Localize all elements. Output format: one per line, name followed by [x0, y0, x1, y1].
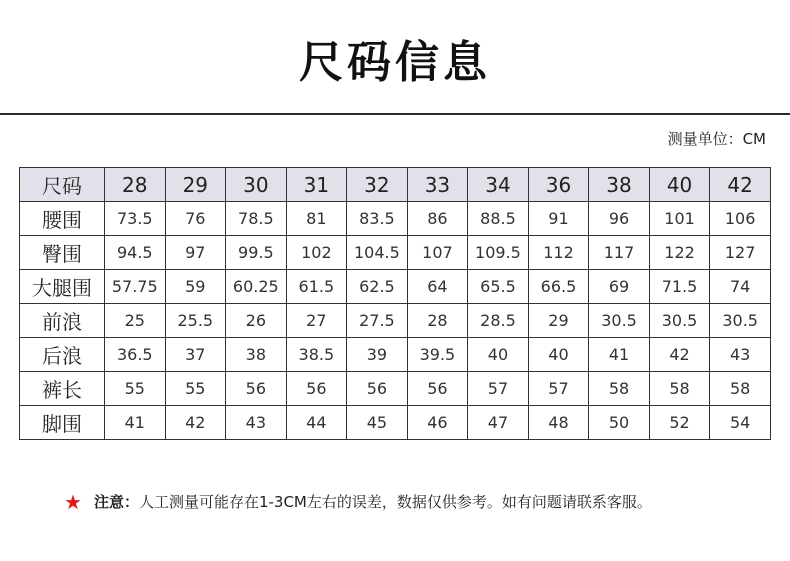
value-cell: 55	[165, 372, 226, 406]
value-cell: 62.5	[347, 270, 408, 304]
size-header-cell: 38	[589, 168, 650, 202]
value-cell: 38	[226, 338, 287, 372]
value-cell: 117	[589, 236, 650, 270]
value-cell: 41	[589, 338, 650, 372]
value-cell: 27.5	[347, 304, 408, 338]
value-cell: 54	[710, 406, 771, 440]
row-label-cell: 大腿围	[20, 270, 105, 304]
value-cell: 30.5	[649, 304, 710, 338]
value-cell: 52	[649, 406, 710, 440]
value-cell: 37	[165, 338, 226, 372]
value-cell: 97	[165, 236, 226, 270]
value-cell: 28	[407, 304, 468, 338]
size-header-cell: 34	[468, 168, 529, 202]
page-title: 尺码信息	[299, 37, 491, 88]
value-cell: 122	[649, 236, 710, 270]
row-label-cell: 前浪	[20, 304, 105, 338]
value-cell: 91	[528, 202, 589, 236]
size-header-cell: 33	[407, 168, 468, 202]
value-cell: 45	[347, 406, 408, 440]
value-cell: 102	[286, 236, 347, 270]
value-cell: 25	[105, 304, 166, 338]
row-label-cell: 脚围	[20, 406, 105, 440]
value-cell: 106	[710, 202, 771, 236]
note-text: 人工测量可能存在1-3CM左右的误差，数据仅供参考。如有问题请联系客服。	[138, 493, 652, 511]
value-cell: 99.5	[226, 236, 287, 270]
value-cell: 40	[528, 338, 589, 372]
value-cell: 86	[407, 202, 468, 236]
size-header-cell: 36	[528, 168, 589, 202]
header-label-cell: 尺码	[20, 168, 105, 202]
size-header-cell: 31	[286, 168, 347, 202]
table-row	[20, 202, 771, 236]
value-cell: 36.5	[105, 338, 166, 372]
title-divider	[0, 113, 790, 115]
value-cell: 94.5	[105, 236, 166, 270]
value-cell: 64	[407, 270, 468, 304]
size-header-cell: 30	[226, 168, 287, 202]
value-cell: 60.25	[226, 270, 287, 304]
value-cell: 38.5	[286, 338, 347, 372]
value-cell: 29	[528, 304, 589, 338]
note	[64, 490, 774, 514]
value-cell: 101	[649, 202, 710, 236]
value-cell: 42	[649, 338, 710, 372]
value-cell: 28.5	[468, 304, 529, 338]
size-table	[19, 167, 771, 440]
value-cell: 112	[528, 236, 589, 270]
table-row	[20, 406, 771, 440]
value-cell: 74	[710, 270, 771, 304]
value-cell: 25.5	[165, 304, 226, 338]
value-cell: 58	[649, 372, 710, 406]
value-cell: 61.5	[286, 270, 347, 304]
value-cell: 76	[165, 202, 226, 236]
value-cell: 88.5	[468, 202, 529, 236]
value-cell: 30.5	[710, 304, 771, 338]
value-cell: 46	[407, 406, 468, 440]
value-cell: 43	[710, 338, 771, 372]
row-label-cell: 裤长	[20, 372, 105, 406]
size-header-cell: 42	[710, 168, 771, 202]
value-cell: 56	[407, 372, 468, 406]
value-cell: 109.5	[468, 236, 529, 270]
value-cell: 58	[710, 372, 771, 406]
table-row	[20, 338, 771, 372]
table-row	[20, 270, 771, 304]
value-cell: 56	[347, 372, 408, 406]
unit-label: 测量单位：CM	[667, 130, 766, 148]
value-cell: 47	[468, 406, 529, 440]
value-cell: 78.5	[226, 202, 287, 236]
value-cell: 55	[105, 372, 166, 406]
row-label-cell: 臀围	[20, 236, 105, 270]
value-cell: 83.5	[347, 202, 408, 236]
value-cell: 50	[589, 406, 650, 440]
value-cell: 59	[165, 270, 226, 304]
value-cell: 30.5	[589, 304, 650, 338]
star-icon: ★	[64, 490, 82, 514]
table-row	[20, 304, 771, 338]
note-label: 注意：	[93, 493, 139, 511]
value-cell: 71.5	[649, 270, 710, 304]
table-header-row	[20, 168, 771, 202]
value-cell: 41	[105, 406, 166, 440]
size-header-cell: 29	[165, 168, 226, 202]
value-cell: 69	[589, 270, 650, 304]
value-cell: 27	[286, 304, 347, 338]
value-cell: 65.5	[468, 270, 529, 304]
value-cell: 44	[286, 406, 347, 440]
value-cell: 66.5	[528, 270, 589, 304]
value-cell: 127	[710, 236, 771, 270]
value-cell: 73.5	[105, 202, 166, 236]
value-cell: 56	[286, 372, 347, 406]
value-cell: 42	[165, 406, 226, 440]
value-cell: 81	[286, 202, 347, 236]
value-cell: 40	[468, 338, 529, 372]
value-cell: 57	[468, 372, 529, 406]
value-cell: 48	[528, 406, 589, 440]
value-cell: 57.75	[105, 270, 166, 304]
table-row	[20, 236, 771, 270]
value-cell: 43	[226, 406, 287, 440]
value-cell: 39	[347, 338, 408, 372]
row-label-cell: 腰围	[20, 202, 105, 236]
value-cell: 58	[589, 372, 650, 406]
value-cell: 107	[407, 236, 468, 270]
row-label-cell: 后浪	[20, 338, 105, 372]
size-header-cell: 40	[649, 168, 710, 202]
value-cell: 26	[226, 304, 287, 338]
value-cell: 104.5	[347, 236, 408, 270]
value-cell: 57	[528, 372, 589, 406]
table-row	[20, 372, 771, 406]
value-cell: 56	[226, 372, 287, 406]
value-cell: 96	[589, 202, 650, 236]
size-header-cell: 32	[347, 168, 408, 202]
size-header-cell: 28	[105, 168, 166, 202]
value-cell: 39.5	[407, 338, 468, 372]
